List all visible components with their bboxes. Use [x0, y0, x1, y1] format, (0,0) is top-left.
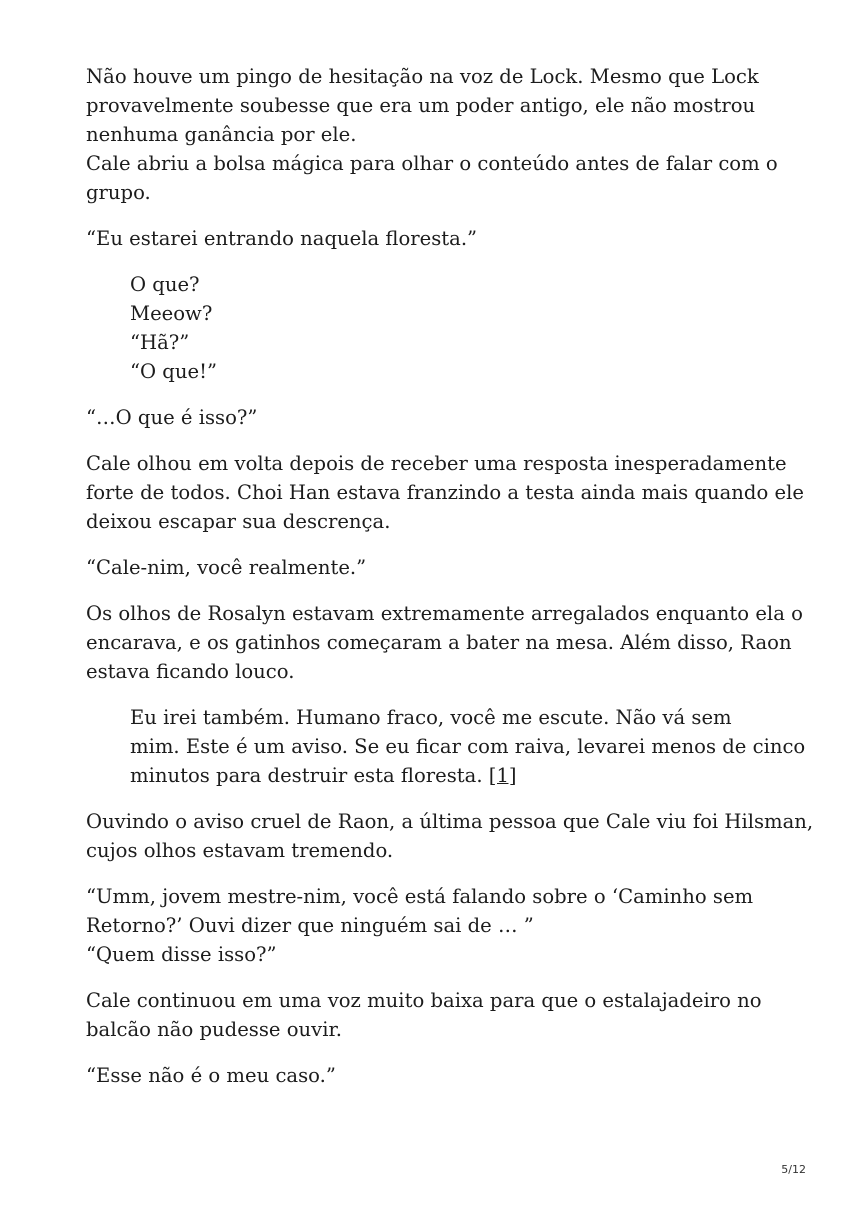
paragraph-cale-nim: [86, 553, 786, 582]
text-line: [130, 761, 786, 790]
text-line: “Umm, jovem mestre-nim, você está falando sobre o ‘Caminho sem: [86, 885, 754, 908]
paragraph-road-of-no-return: [86, 882, 786, 969]
page-body: [86, 62, 814, 1107]
text-line: Cale continuou em uma voz muito baixa para que o estalajadeiro no: [86, 989, 762, 1012]
text-line-content: minutos para destruir esta floresta.: [130, 764, 483, 787]
paragraph-cale-entering-forest: [86, 224, 786, 253]
text-line: “O que!”: [130, 360, 217, 383]
text-line: nenhuma ganância por ele.: [86, 123, 357, 146]
text-line: O que?: [130, 273, 200, 296]
paragraph-not-my-case: [86, 1061, 786, 1090]
paragraph-what-is-that: [86, 403, 786, 432]
text-line: Retorno?’ Ouvi dizer que ninguém sai de … ”: [86, 914, 534, 937]
text-line: encarava, e os gatinhos começaram a bater na mesa. Além disso, Raon: [86, 631, 792, 654]
text-line: Não houve um pingo de hesitação na voz de Lock. Mesmo que Lock: [86, 65, 759, 88]
text-line: mim. Este é um aviso. Se eu ficar com raiva, levarei menos de cinco: [130, 735, 806, 758]
paragraph-hilsman: [86, 807, 814, 865]
text-line: “Eu estarei entrando naquela floresta.”: [86, 227, 478, 250]
text-line: provavelmente soubesse que era um poder antigo, ele não mostrou: [86, 94, 756, 117]
text-line: Cale abriu a bolsa mágica para olhar o conteúdo antes de falar com o: [86, 152, 778, 175]
text-line: Ouvindo o aviso cruel de Raon, a última pessoa que Cale viu foi Hilsman,: [86, 810, 814, 833]
text-line: Cale olhou em volta depois de receber uma resposta inesperadamente: [86, 452, 787, 475]
text-line: deixou escapar sua descrença.: [86, 510, 391, 533]
text-line: forte de todos. Choi Han estava franzindo a testa ainda mais quando ele: [86, 481, 804, 504]
text-line: “Quem disse isso?”: [86, 943, 277, 966]
reactions-block: [130, 270, 786, 386]
text-line: “Cale-nim, você realmente.”: [86, 556, 367, 579]
text-line: grupo.: [86, 181, 151, 204]
paragraph-cale-low-voice: [86, 986, 786, 1044]
page-number: 5/12: [781, 1163, 806, 1176]
text-line: Eu irei também. Humano fraco, você me escute. Não vá sem: [130, 706, 732, 729]
text-line: “…O que é isso?”: [86, 406, 258, 429]
text-line: “Esse não é o meu caso.”: [86, 1064, 336, 1087]
text-line: cujos olhos estavam tremendo.: [86, 839, 394, 862]
text-line: Meeow?: [130, 302, 213, 325]
text-line: balcão não pudesse ouvir.: [86, 1018, 342, 1041]
text-line: “Hã?”: [130, 331, 190, 354]
paragraph-rosalyn: [86, 599, 803, 686]
raon-telepathy-block: [130, 703, 806, 790]
paragraph-lock-hesitation: [86, 62, 786, 207]
paragraph-cale-looks-around: [86, 449, 804, 536]
text-line: Os olhos de Rosalyn estavam extremamente arregalados enquanto ela o: [86, 602, 803, 625]
text-line: estava ficando louco.: [86, 660, 295, 683]
footnote-link[interactable]: [1]: [488, 764, 517, 787]
